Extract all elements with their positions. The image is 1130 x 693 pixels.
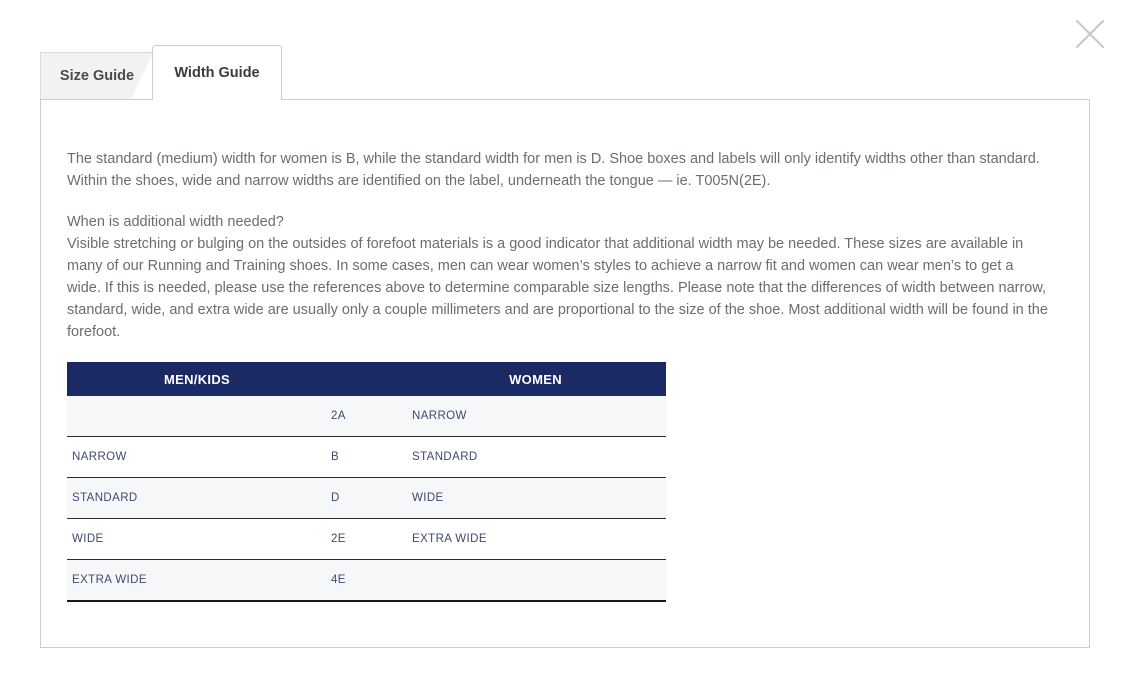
table-cell: 2A [331,410,346,422]
table-cell: 4E [331,574,346,586]
close-button[interactable] [1072,15,1110,53]
close-icon [1072,15,1110,53]
table-cell: STANDARD [72,492,138,504]
table-row [67,560,666,602]
table-row [67,519,666,560]
table-cell: 2E [331,533,346,545]
table-cell: EXTRA WIDE [412,533,487,545]
tab-width-guide-label: Width Guide [174,65,260,81]
table-cell: B [331,451,340,463]
table-row [67,478,666,519]
table-row [67,437,666,478]
table-cell: WIDE [412,492,444,504]
width-question-line: When is additional width needed? [67,214,284,230]
table-cell: WIDE [72,533,104,545]
tab-corner-cut [131,53,153,99]
tab-size-guide-label: Size Guide [59,68,135,84]
width-comparison-table [67,362,666,602]
header-women: WOMEN [509,371,562,387]
width-guide-panel [40,99,1090,648]
table-cell: D [331,492,340,504]
table-header-row [67,362,666,396]
table-row [67,396,666,437]
table-cell: NARROW [412,410,467,422]
tab-size-guide[interactable] [40,52,153,99]
table-cell: EXTRA WIDE [72,574,147,586]
table-cell: STANDARD [412,451,478,463]
tab-width-guide[interactable] [152,45,282,100]
table-cell: NARROW [72,451,127,463]
table-body [67,396,666,602]
width-answer-paragraph: Visible stretching or bulging on the outsides of forefoot materials is a good indicator that additional width may be needed. These sizes are available in many of our Running and Training shoes. In some cases, men can wear women’s styles to achieve a narrow fit and women can wear men’s to get a wide. If this is needed, please use the references above to determine comparable size lengths. Please note that the differences of width between narrow, standard, wide, and extra wide are usually only a couple millimeters and are proportional to the size of the shoe. Most additional width will be found in the forefoot. [67,236,1048,340]
header-men-kids: MEN/KIDS [164,371,230,387]
width-intro-paragraph: The standard (medium) width for women is B, while the standard width for men is D. Shoe boxes and labels will only identify widths other than standard. Within the shoes, wide and narrow widths are identified on the label, underneath the tongue — ie. T005N(2E). [67,151,1040,189]
